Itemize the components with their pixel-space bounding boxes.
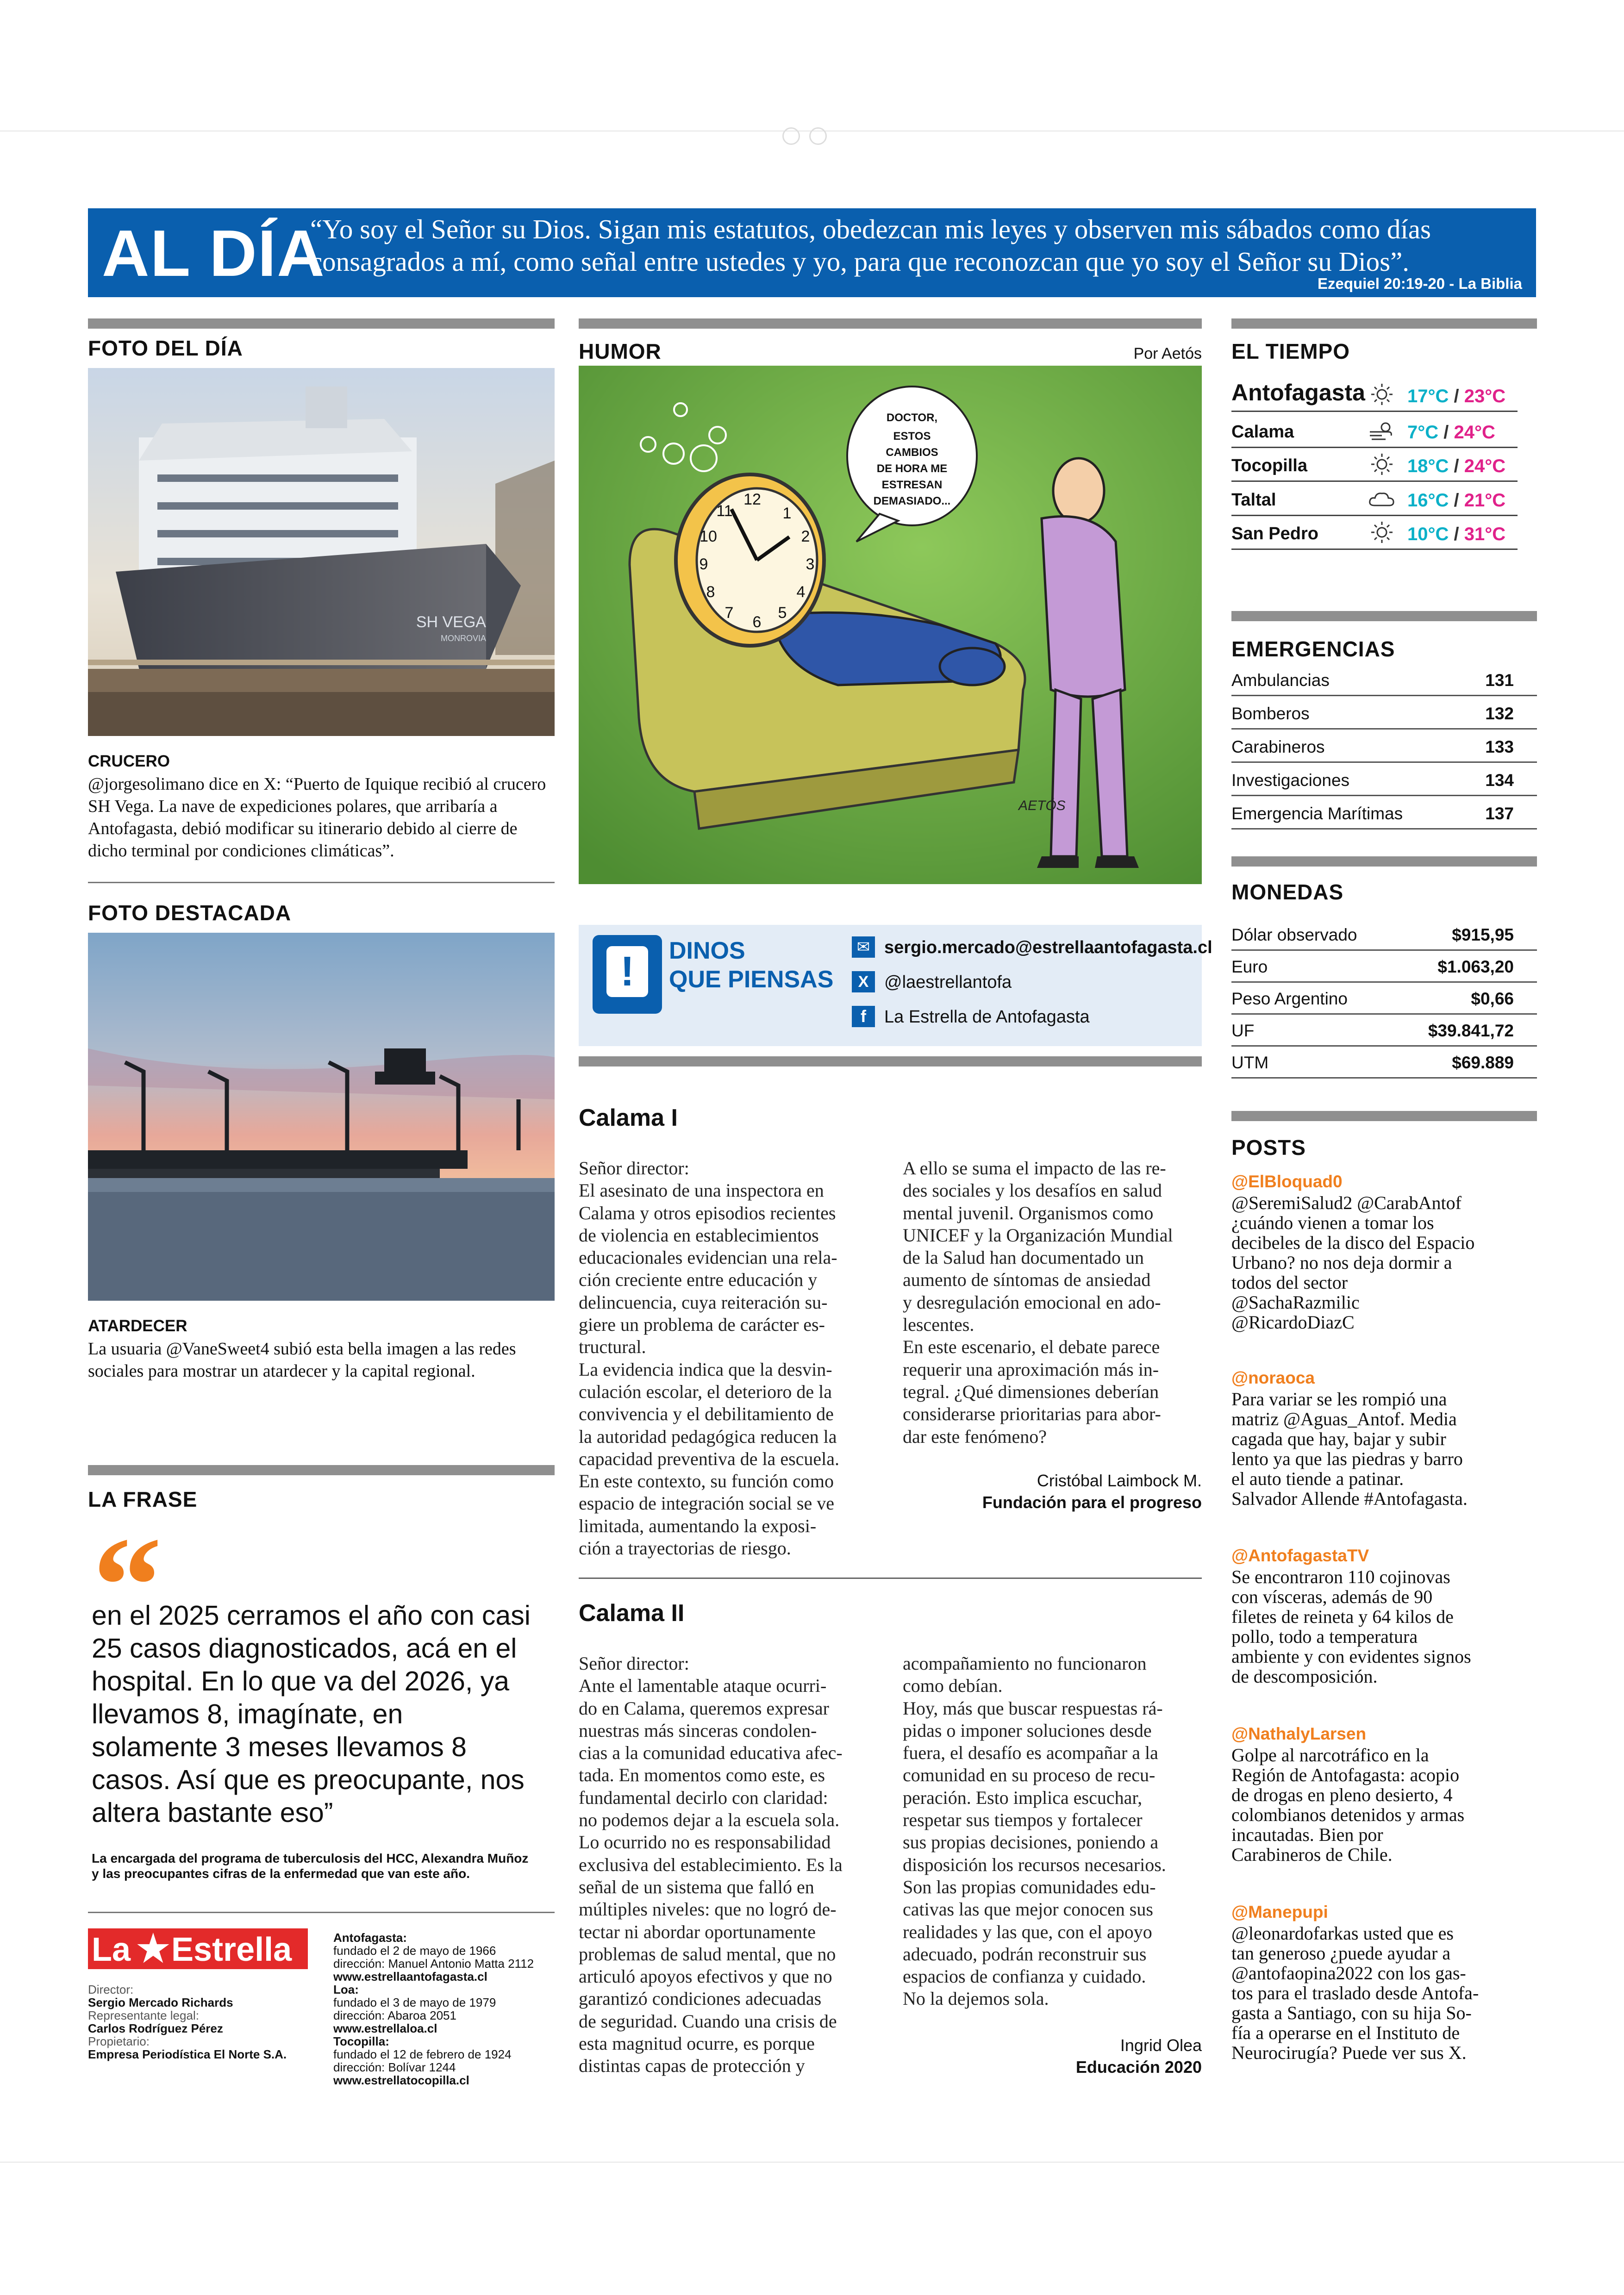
staff-name: Carlos Rodríguez Pérez [88,2021,223,2035]
letter-line: fuera, el desafío es acompañar a la [903,1742,1158,1764]
emergencia-row [1231,663,1537,696]
bubble-line: CAMBIOS [886,446,938,459]
letter-line: Lo ocurrido no es responsabilidad [579,1832,831,1853]
bubble-line: ESTRESAN [881,479,943,491]
emergencia-number: 131 [1485,671,1514,690]
bubble-line: DOCTOR, [886,412,938,424]
letter-line: A ello se suma el impacto de las re- [903,1158,1166,1179]
letter-line: delincuencia, cuya reiteración su- [579,1291,828,1313]
ship-port: MONROVIA [440,634,486,643]
la-estrella-logo [88,1928,308,1969]
letter-line: de violencia en establecimientos [579,1224,819,1246]
letter2-col2 [903,1653,1208,2010]
emergencia-name: Emergencia Marítimas [1231,804,1403,823]
edition-line: dirección: Bolívar 1244 [333,2060,456,2074]
temp-sep: / [1443,422,1449,443]
wind-sun-icon [1368,418,1396,443]
letter-line: culación escolar, el deterioro de la [579,1381,832,1402]
post-line: con vísceras, además de 90 [1231,1586,1433,1607]
letter1-signature [926,1470,1202,1513]
post-line: tos para el traslado desde Antofa- [1231,1983,1479,2003]
temp-sep: / [1454,386,1459,406]
moneda-name: Dólar observado [1231,925,1357,944]
staff-name: Sergio Mercado Richards [88,1996,233,2009]
letter-line: articuló apoyos efectivos y que no [579,1966,832,1987]
emergencia-number: 133 [1485,737,1514,756]
edition-url: www.estrellaloa.cl [333,2021,437,2035]
letter-line: Calama y otros episodios recientes [579,1202,836,1223]
emergencia-row [1231,730,1537,763]
moneda-row [1231,1013,1537,1047]
letter-line: educacionales evidencian una rela- [579,1247,837,1268]
weather-city: San Pedro [1231,524,1318,543]
letter-line: cias a la comunidad educativa afec- [579,1742,843,1764]
divider [88,882,555,883]
staff-role: Director: [88,1983,134,1996]
moneda-row [1231,981,1537,1015]
post-line: ¿cuándo vienen a tomar los [1231,1212,1434,1233]
letter-line: Señor director: [579,1158,689,1179]
edition-line: fundado el 3 de mayo de 1979 [333,1996,496,2009]
letter-line: acompañamiento no funcionaron [903,1653,1147,1674]
moneda-value: $1.063,20 [1437,957,1514,976]
temp-sep: / [1454,456,1459,476]
moneda-name: Peso Argentino [1231,989,1348,1008]
post-handle[interactable]: @ElBloquad0 [1231,1172,1343,1191]
letter-line: peración. Esto implica escuchar, [903,1787,1143,1808]
bubble-line: DEMASIADO... [873,495,951,507]
letter-line: espacios de confianza y cuidado. [903,1966,1146,1987]
post-line: lento ya que las piedras y barro [1231,1448,1463,1469]
bubble-line: DE HORA ME [876,462,948,475]
section-bar [88,318,555,329]
edition-line: fundado el 2 de mayo de 1966 [333,1944,496,1958]
section-monedas: MONEDAS [1231,880,1344,904]
quote-mark-icon: “ [93,1509,162,1662]
temp-max: 24°C [1454,422,1495,443]
letter-line: disposición los recursos necesarios. [903,1854,1166,1875]
dinos-title-line: QUE PIENSAS [669,966,834,993]
sunset-image [88,933,555,1301]
bible-quote: “Yo soy el Señor su Dios. Sigan mis estatutos, obedezcan mis leyes y observen mis sábados como días consagrados a mí, como señal entre ustedes y yo, para que reconozcan que yo soy el Señor su Dios”. [310,214,1431,277]
moneda-value: $0,66 [1471,989,1514,1008]
dinos-title-line: DINOS [669,937,745,964]
moneda-name: UF [1231,1021,1255,1040]
section-el-tiempo: EL TIEMPO [1231,339,1350,363]
section-posts: POSTS [1231,1135,1306,1160]
emergencia-name: Ambulancias [1231,671,1330,690]
star-icon: ★ [137,1928,170,1969]
section-la-frase: LA FRASE [88,1487,198,1511]
section-emergencias: EMERGENCIAS [1231,637,1395,661]
post-line: de descomposición. [1231,1666,1378,1687]
weather-city: Taltal [1231,490,1276,510]
post-handle[interactable]: @Manepupi [1231,1902,1328,1921]
la-frase-quote: en el 2025 cerramos el año con casi 25 casos diagnosticados, acá en el hospital. En lo que va del 2026, ya llevamos 8, imagínate, en solamente 3 meses llevamos 8 casos. Así que es preocupante, nos altera bastante eso” [92,1600,531,1828]
svg-text:12: 12 [743,491,761,508]
moneda-value: $915,95 [1452,925,1514,944]
letter-org: Fundación para el progreso [982,1493,1202,1512]
letter-line: requerir una aproximación más in- [903,1359,1159,1380]
emergencia-name: Investigaciones [1231,771,1350,790]
caption-title-crucero: CRUCERO [88,752,170,770]
post-line: Se encontraron 110 cojinovas [1231,1566,1450,1587]
registration-marks [782,127,843,146]
weather-temps [1407,456,1505,477]
weather-temps [1407,524,1505,545]
weather-row [1231,447,1518,482]
letter-line: Hoy, más que buscar respuestas rá- [903,1697,1163,1719]
caption-title-atardecer: ATARDECER [88,1317,187,1335]
letter-line: UNICEF y la Organización Mundial [903,1224,1173,1246]
letter-line: mental juvenil. Organismos como [903,1202,1154,1223]
section-bar [579,318,1202,329]
letter-line: de seguridad. Cuando una crisis de [579,2010,837,2032]
post-text [1231,1389,1518,1509]
dinos-email[interactable]: sergio.mercado@estrellaantofagasta.cl [884,938,1212,957]
edition-city: Antofagasta: [333,1931,407,1945]
letter-line: La evidencia indica que la desvin- [579,1359,832,1380]
dinos-title [669,936,833,994]
svg-text:6: 6 [752,613,762,631]
sun-icon [1368,452,1396,477]
letter-line: nuestras más sinceras condolen- [579,1720,817,1741]
edition-line: fundado el 12 de febrero de 1924 [333,2047,512,2061]
post-line: cagada que hay, bajar y subir [1231,1428,1446,1449]
logo-estrella: Estrella [171,1931,292,1968]
post-line: @SeremiSalud2 @CarabAntof [1231,1192,1462,1213]
sunset-photo [88,933,555,1301]
svg-text:7: 7 [725,604,734,622]
post-line: decibeles de la disco del Espacio [1231,1232,1475,1253]
post-line: Para variar se les rompió una [1231,1389,1447,1409]
post-line: Golpe al narcotráfico en la [1231,1745,1429,1765]
edition-line: dirección: Manuel Antonio Matta 2112 [333,1957,534,1971]
letter-line: do en Calama, queremos expresar [579,1697,829,1719]
post-line: todos del sector [1231,1272,1348,1293]
letter-line: cativas las que mejor conocen sus [903,1899,1153,1920]
post-line: colombianos detenidos y armas [1231,1804,1465,1825]
post-line: pollo, todo a temperatura [1231,1626,1418,1647]
sun-icon [1368,382,1396,407]
letter-line: adecuado, podrán reconstruir sus [903,1943,1147,1964]
letter-line: múltiples niveles: que no logró de- [579,1899,837,1920]
letter2-col1 [579,1653,884,2077]
post-line: fía a operarse en el Instituto de [1231,2022,1460,2043]
cartoon-signature: AETÓS [1018,798,1066,813]
header-band [88,208,1536,297]
temp-sep: / [1454,524,1459,544]
weather-temps [1407,386,1505,407]
letter-line: sus propias decisiones, poniendo a [903,1832,1159,1853]
letter-line: tructural. [579,1336,646,1358]
section-bar [1231,611,1537,621]
la-frase-attribution: La encargada del programa de tuberculosis del HCC, Alexandra Muñoz y las preocupantes cifras de la enfermedad que van este año. [92,1851,529,1881]
masthead-editions [333,1931,556,2087]
letter-line: esta magnitud ocurre, es porque [579,2033,815,2054]
post-line: @leonardofarkas usted que es [1231,1923,1454,1944]
staff-name: Empresa Periodística El Norte S.A. [88,2047,287,2061]
weather-city: Antofagasta [1231,380,1365,405]
dinos-x-handle[interactable]: @laestrellantofa [884,973,1012,992]
letter-line: des sociales y los desafíos en salud [903,1180,1162,1201]
svg-text:11: 11 [716,502,733,520]
letter-line: Ante el lamentable ataque ocurri- [579,1675,827,1696]
weather-row [1231,375,1518,412]
temp-min: 18°C [1407,456,1449,476]
letter-line: dar este fenómeno? [903,1426,1047,1447]
letter-line: No la dejemos sola. [903,1988,1049,2009]
letter-line: limitada, aumentando la exposi- [579,1515,817,1536]
post-text [1231,1745,1518,1865]
emergencia-name: Carabineros [1231,737,1325,756]
letter-line: giere un problema de carácter es- [579,1314,825,1335]
edition-url: www.estrellaantofagasta.cl [333,1970,487,1983]
temp-max: 21°C [1464,490,1506,511]
letter-line: espacio de integración social se ve [579,1493,834,1514]
staff-role: Representante legal: [88,2008,199,2022]
letter-line: capacidad preventiva de la escuela. [579,1448,840,1469]
letter-line: aumento de síntomas de ansiedad [903,1269,1151,1291]
post-line: gasta a Santiago, con su hija So- [1231,2002,1472,2023]
post-handle[interactable]: @NathalyLarsen [1231,1724,1367,1743]
section-foto-del-dia: FOTO DEL DÍA [88,336,243,360]
letter-line: ción creciente entre educación y [579,1269,818,1291]
letter1-col1 [579,1157,884,1559]
svg-text:3: 3 [806,555,815,573]
section-bar [1231,856,1537,867]
cartoon-image [579,366,1202,884]
svg-text:1: 1 [782,505,792,522]
letter-line: exclusiva del establecimiento. Es la [579,1854,843,1875]
temp-max: 23°C [1464,386,1506,406]
letter2-signature [926,2034,1202,2078]
moneda-row [1231,949,1537,983]
weather-temps [1407,422,1495,443]
weather-row [1231,481,1518,516]
emergencia-name: Bomberos [1231,704,1310,723]
letter-line: no podemos dejar a la escuela sola. [579,1809,840,1831]
facebook-icon: f [852,1006,875,1027]
letter-line: problemas de salud mental, que no [579,1943,836,1964]
svg-text:5: 5 [778,604,787,622]
caption-crucero: @jorgesolimano dice en X: “Puerto de Iquique recibió al crucero SH Vega. La nave de expediciones polares, que arribaría a Antofagasta, debió modificar su itinerario debido al cierre de dicho terminal por condiciones climáticas”. [88,774,546,861]
letter-line: convivencia y el debilitamiento de [579,1403,834,1425]
letter-line: comunidad en su proceso de recu- [903,1765,1156,1786]
post-text [1231,1567,1518,1686]
moneda-row [1231,1045,1537,1079]
temp-min: 10°C [1407,524,1449,544]
letter-line: En este escenario, el debate parece [903,1336,1160,1358]
section-humor: HUMOR [579,339,662,363]
letter-line: En este contexto, su función como [579,1471,834,1492]
temp-min: 17°C [1407,386,1449,406]
edition-city: Loa: [333,1983,359,1996]
letter-line: Señor director: [579,1653,689,1674]
weather-city: Tocopilla [1231,456,1307,475]
emergencia-number: 137 [1485,804,1514,823]
staff-role: Propietario: [88,2034,150,2048]
post-line: Región de Antofagasta: acopio [1231,1765,1460,1785]
dinos-que-piensas-box [579,925,1212,1046]
letter-line: tada. En momentos como este, es [579,1765,825,1786]
humor-author: Por Aetós [1133,345,1202,362]
post-line: Urbano? no nos deja dormir a [1231,1252,1452,1273]
section-title-al-dia: AL DÍA [102,217,325,290]
letter-line: la autoridad pedagógica reducen la [579,1426,837,1447]
letter-line: considerarse prioritarias para abor- [903,1403,1161,1425]
section-bar [88,1465,555,1475]
edition-city: Tocopilla: [333,2034,389,2048]
post-line: matriz @Aguas_Antof. Media [1231,1409,1457,1429]
temp-max: 31°C [1464,524,1506,544]
alert-icon: ! [593,935,662,1014]
post-handle[interactable]: @AntofagastaTV [1231,1546,1369,1565]
divider [88,1912,555,1913]
moneda-value: $39.841,72 [1428,1021,1514,1040]
edition-line: dirección: Abaroa 2051 [333,2008,456,2022]
letter-title-calama-ii: Calama II [579,1600,685,1627]
letter-signer: Cristóbal Laimbock M. [1037,1471,1202,1490]
letter-line: como debían. [903,1675,1003,1696]
letter-line: de la Salud han documentado un [903,1247,1144,1268]
post-line: el auto tiende a patinar. [1231,1468,1404,1489]
svg-text:8: 8 [706,583,715,601]
section-foto-destacada: FOTO DESTACADA [88,901,292,925]
emergencia-row [1231,763,1537,796]
temp-max: 24°C [1464,456,1506,476]
letter-line: y desregulación emocional en ado- [903,1291,1161,1313]
edition-url: www.estrellatocopilla.cl [333,2073,469,2087]
moneda-value: $69.889 [1452,1053,1514,1072]
moneda-name: Euro [1231,957,1268,976]
post-line: @antofaopina2022 con los gas- [1231,1963,1466,1983]
emergencia-number: 134 [1485,771,1514,790]
post-line: @SachaRazmilic [1231,1292,1360,1313]
letter-line: pidas o imponer soluciones desde [903,1720,1152,1741]
dinos-facebook[interactable]: La Estrella de Antofagasta [884,1007,1090,1027]
letter1-col2 [903,1157,1208,1448]
x-icon: X [852,971,875,992]
svg-text:10: 10 [700,528,717,545]
letter-title-calama-i: Calama I [579,1104,678,1131]
emergencia-row [1231,796,1537,829]
weather-temps [1407,490,1505,511]
post-line: Carabineros de Chile. [1231,1844,1393,1865]
letter-org: Educación 2020 [1075,2058,1202,2077]
section-bar [1231,318,1537,329]
letter-line: El asesinato de una inspectora en [579,1180,824,1201]
cruise-ship-image [88,368,555,736]
divider [579,1578,1202,1579]
cloud-icon [1368,486,1396,511]
svg-text:2: 2 [801,528,810,545]
masthead-staff [88,1983,319,2061]
temp-sep: / [1454,490,1459,511]
post-line: ambiente y con evidentes signos [1231,1646,1471,1667]
weather-row [1231,413,1518,448]
post-line: Salvador Allende #Antofagasta. [1231,1488,1468,1509]
caption-atardecer: La usuaria @VaneSweet4 subió esta bella imagen a las redes sociales para mostrar un atardecer y la capital regional. [88,1339,516,1381]
letter-line: lescentes. [903,1314,974,1335]
cruise-ship-photo [88,368,555,736]
bible-reference: Ezequiel 20:19-20 - La Biblia [1318,275,1522,292]
post-text [1231,1193,1518,1332]
temp-min: 7°C [1407,422,1439,443]
post-line: filetes de reineta y 64 kilos de [1231,1606,1454,1627]
letter-line: distintas capas de protección y [579,2055,805,2077]
ship-name: SH VEGA [416,613,486,631]
svg-text:9: 9 [699,555,708,573]
weather-row [1231,515,1518,550]
post-line: de drogas en pleno desierto, 4 [1231,1784,1453,1805]
letter-line: tectar ni abordar oportunamente [579,1921,816,1942]
bubble-line: ESTOS [893,430,931,443]
svg-text:4: 4 [796,583,806,601]
letter-line: garantizó condiciones adecuadas [579,1988,822,2009]
temp-min: 16°C [1407,490,1449,511]
emergencia-number: 132 [1485,704,1514,723]
letter-line: fundamental decirlo con claridad: [579,1787,828,1808]
sun-icon [1368,520,1396,545]
post-line: incautadas. Bien por [1231,1824,1383,1845]
post-line: tan generoso ¿puede ayudar a [1231,1943,1451,1964]
letter-line: ción a trayectorias de riesgo. [579,1538,791,1559]
section-bar [1231,1111,1537,1121]
emergencia-row [1231,696,1537,730]
letter-line: respetar sus tiempos y fortalecer [903,1809,1143,1831]
post-text [1231,1923,1518,2063]
letter-line: tegral. ¿Qué dimensiones deberían [903,1381,1159,1402]
email-icon: ✉ [852,936,875,958]
weather-city: Calama [1231,422,1294,442]
humor-cartoon [579,366,1202,884]
post-line: @RicardoDiazC [1231,1312,1355,1333]
letter-line: señal de un sistema que falló en [579,1876,814,1897]
letter-signer: Ingrid Olea [1120,2036,1202,2055]
logo-la: La [92,1931,131,1968]
section-bar [579,1056,1202,1066]
moneda-row [1231,917,1537,951]
letter-line: realidades y las que, con el apoyo [903,1921,1152,1942]
post-line: Neurocirugía? Puede ver sus X. [1231,2042,1467,2063]
post-handle[interactable]: @noraoca [1231,1368,1315,1387]
letter-line: Son las propias comunidades edu- [903,1876,1156,1897]
moneda-name: UTM [1231,1053,1269,1072]
